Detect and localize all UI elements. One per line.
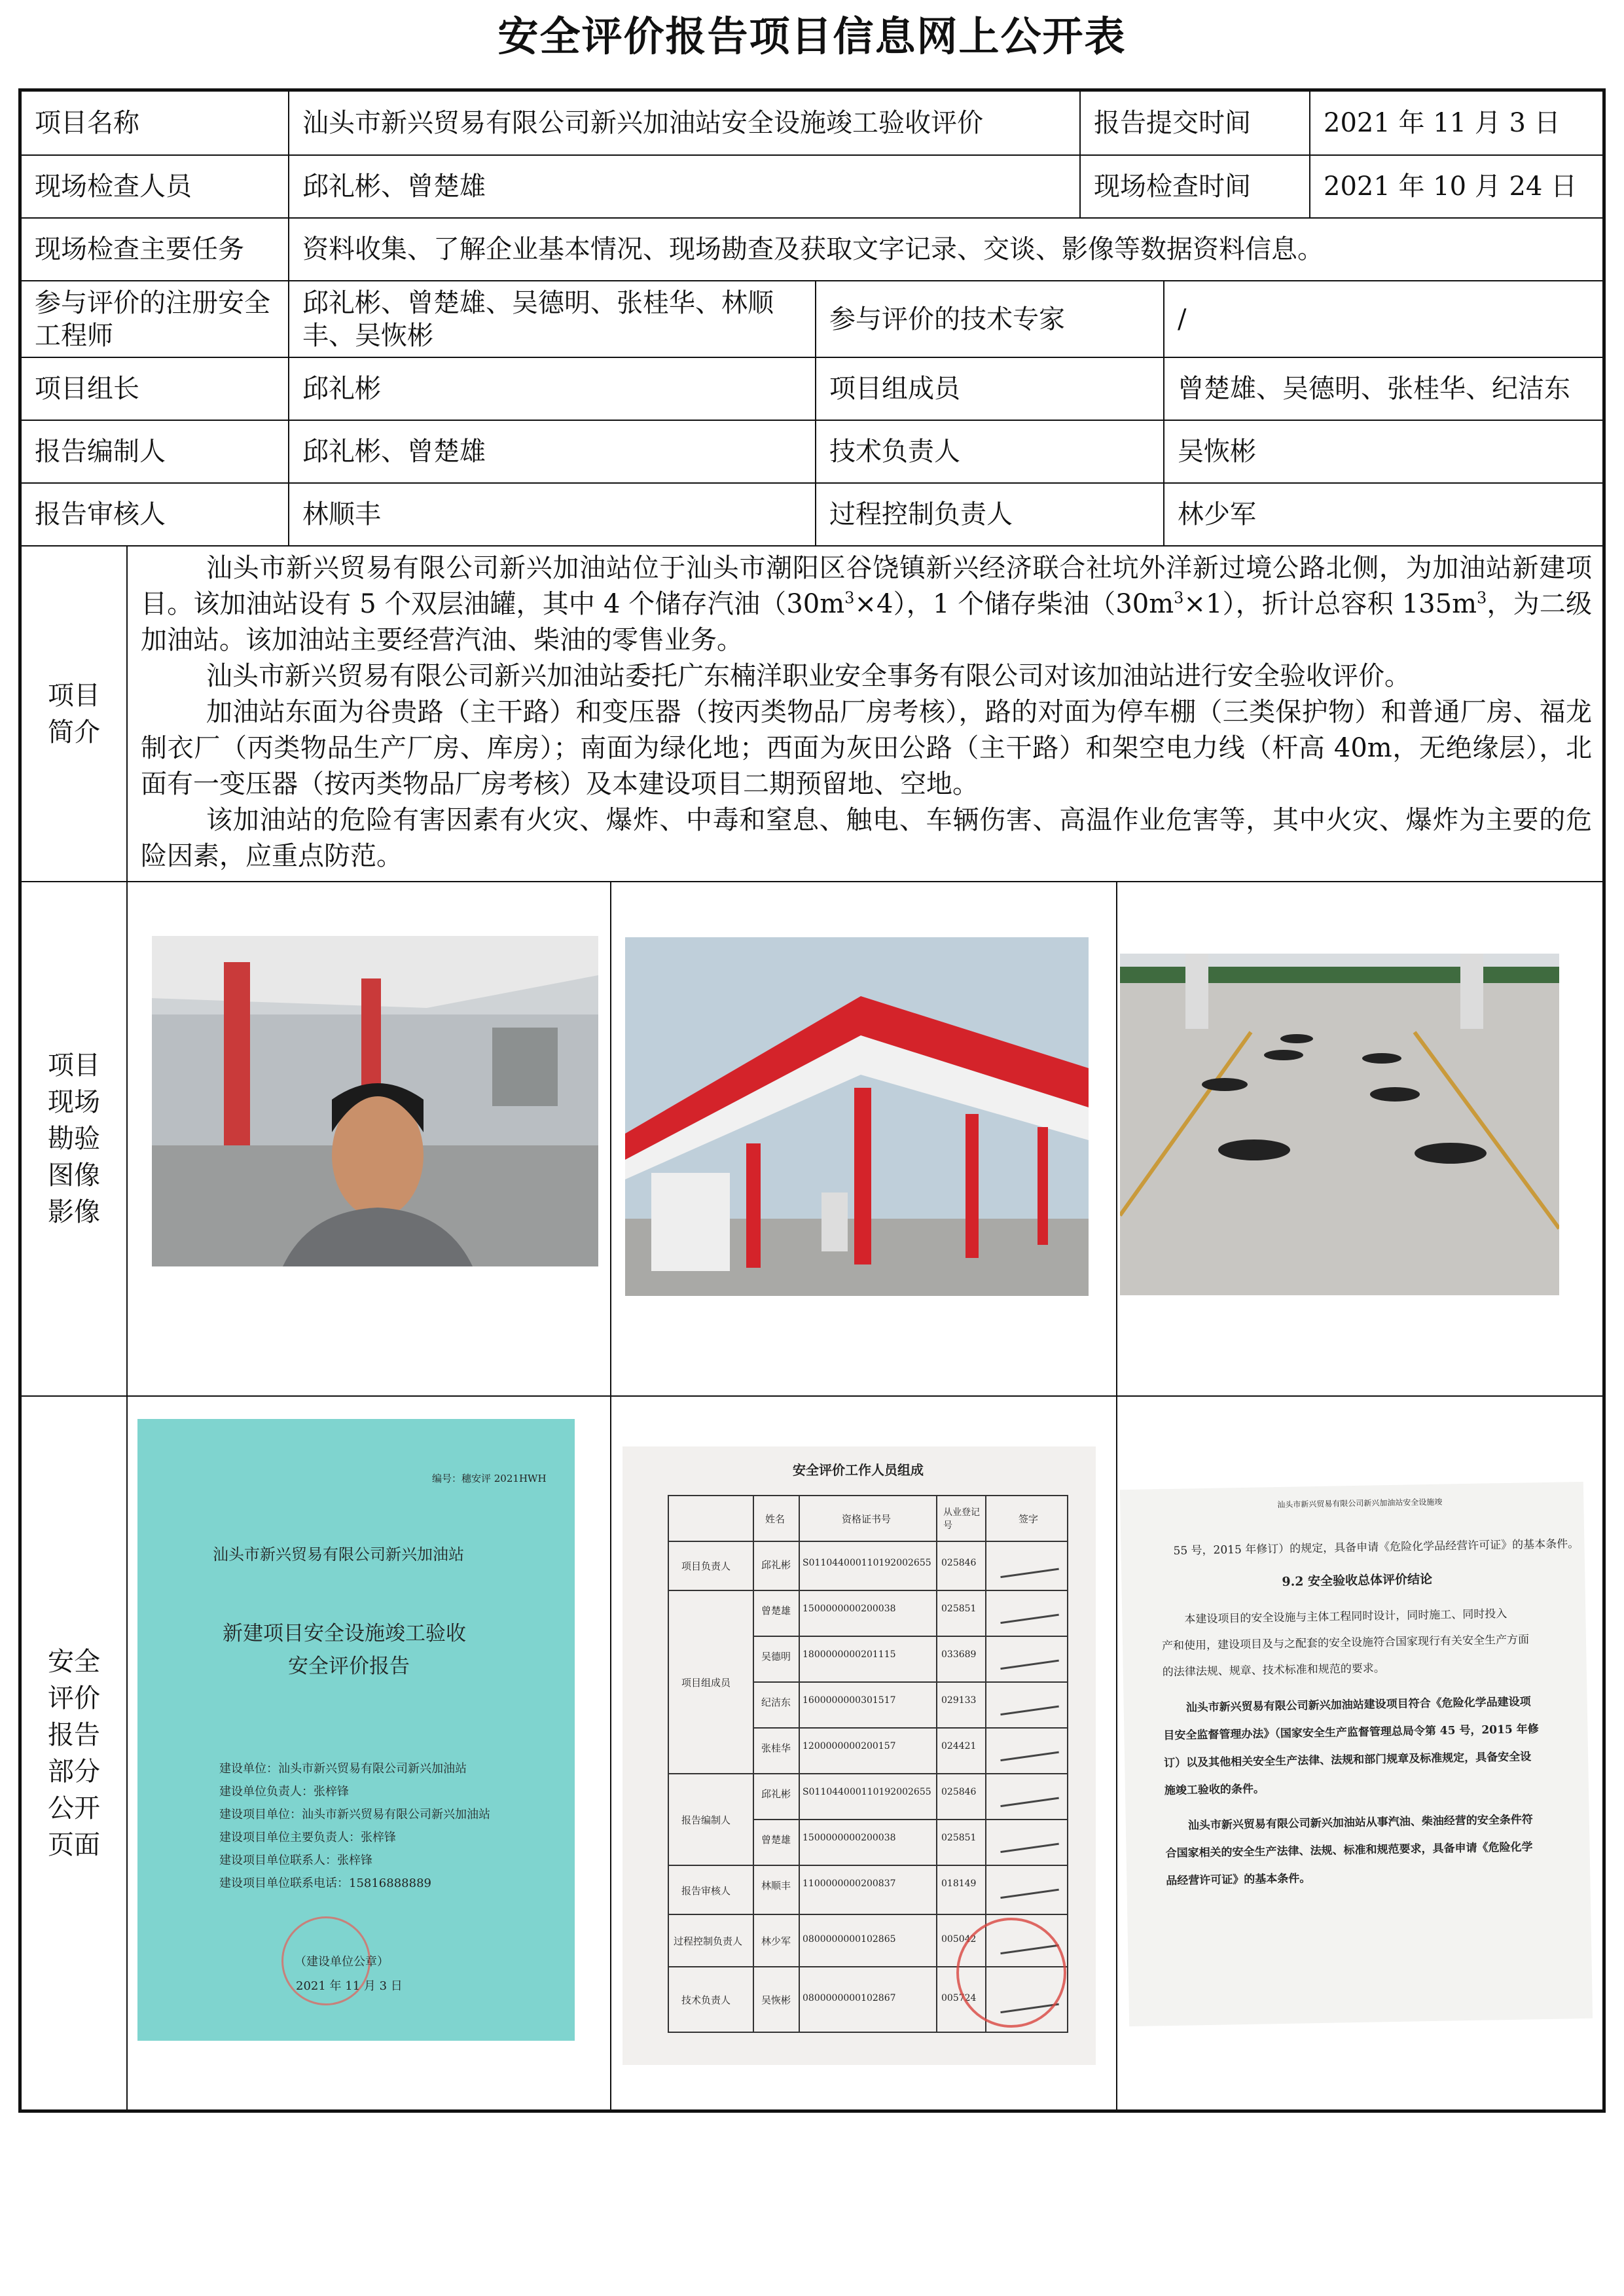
cover-company: 汕头市新兴贸易有限公司新兴加油站 <box>213 1545 464 1564</box>
cover-line-3: 建设项目单位：汕头市新兴贸易有限公司新兴加油站 <box>219 1808 490 1821</box>
cover-line-1: 建设单位：汕头市新兴贸易有限公司新兴加油站 <box>219 1762 467 1776</box>
cover-seal-text: （建设单位公章） <box>295 1955 389 1969</box>
cover-title-1: 新建项目安全设施竣工验收 <box>223 1622 466 1645</box>
task-label: 现场检查主要任务 <box>22 219 289 281</box>
cover-title-2: 安全评价报告 <box>288 1655 410 1678</box>
conclusion-line-4: 的法律法规、规章、技术标准和规范的要求。 <box>1162 1662 1385 1679</box>
staff-seal-icon <box>956 1918 1066 2028</box>
inspect-time-label: 现场检查时间 <box>1081 156 1310 219</box>
tech-label: 技术负责人 <box>816 421 1164 484</box>
staff-row-reg: 025851 <box>941 1604 977 1614</box>
site-photo-tanks <box>1120 954 1559 1295</box>
staff-header-reg: 从业登记号 <box>943 1507 980 1531</box>
intro-paragraph-3: 加油站东面为谷贵路（主干路）和变压器（按丙类物品厂房考核），路的对面为停车棚（三类保护物）和普通厂房、福龙制衣厂（丙类物品生产厂房、库房）；南面为绿化地；西面为灰田公路（主干路）和架空电力线（杆高 40m，无绝缘层），北面有一变压器（按丙类物品厂房考核）及本建设项目二期预留地、空地。 <box>141 697 1592 799</box>
staff-header-cert: 资格证书号 <box>842 1513 892 1525</box>
cover-line-2: 建设单位负责人：张梓锋 <box>219 1785 349 1799</box>
staff-group-process: 过程控制负责人 <box>674 1935 743 1947</box>
editor-value: 邱礼彬、曾楚雄 <box>289 421 816 484</box>
staff-row-reg: 005724 <box>941 1993 977 2003</box>
submit-time-label: 报告提交时间 <box>1081 92 1310 156</box>
staff-group-editors: 报告编制人 <box>681 1814 731 1826</box>
cover-line-5: 建设项目单位联系人：张梓锋 <box>219 1854 372 1867</box>
photos-label: 项目现场勘验图像影像 <box>22 882 128 1397</box>
staff-header-name: 姓名 <box>765 1513 785 1525</box>
experts-value: / <box>1164 281 1602 358</box>
engineers-label: 参与评价的注册安全工程师 <box>22 281 289 358</box>
conclusion-header: 汕头市新兴贸易有限公司新兴加油站安全设施竣 <box>1277 1497 1443 1510</box>
staff-row-name: 纪洁东 <box>761 1696 791 1708</box>
site-photo-canopy <box>625 937 1089 1296</box>
intro-paragraph-2: 汕头市新兴贸易有限公司新兴加油站委托广东楠洋职业安全事务有限公司对该加油站进行安全验收评价。 <box>206 661 1411 691</box>
conclusion-line-1: 55 号，2015 年修订）的规定，具备申请《危险化学品经营许可证》的基本条件。 <box>1173 1537 1579 1558</box>
staff-row-name: 邱礼彬 <box>761 1559 791 1571</box>
process-value: 林少军 <box>1164 484 1602 547</box>
intro-paragraph-1: 汕头市新兴贸易有限公司新兴加油站位于汕头市潮阳区谷饶镇新兴经济联合社坑外洋新过境公路北侧，为加油站新建项目。该加油站设有 5 个双层油罐，其中 4 个储存汽油$(30m^3\times 4)$，1 个储存柴油$(30m^3\times 1)$，折计总容积 $135m^3$，为二级加油站。该加油站主要经营汽油、柴油的零售业务。 <box>141 553 1592 655</box>
inspectors-value: 邱礼彬、曾楚雄 <box>289 156 1081 219</box>
staff-row-reg: 033689 <box>941 1649 977 1660</box>
cover-line-6: 建设项目单位联系电话：15816888889 <box>219 1876 431 1890</box>
report-conclusion-page <box>1120 1482 1593 2026</box>
staff-row-name: 曾楚雄 <box>761 1605 791 1617</box>
process-label: 过程控制负责人 <box>816 484 1164 547</box>
leader-value: 邱礼彬 <box>289 358 816 421</box>
staff-row-cert: 1600000000301517 <box>803 1695 896 1706</box>
intro-text <box>128 547 1602 882</box>
reviewer-label: 报告审核人 <box>22 484 289 547</box>
conclusion-line-10: 合国家相关的安全生产法律、法规、标准和规范要求，具备申请《危险化学 <box>1165 1840 1533 1861</box>
staff-row-reg: 018149 <box>941 1878 977 1889</box>
editor-label: 报告编制人 <box>22 421 289 484</box>
staff-row-name: 邱礼彬 <box>761 1788 791 1800</box>
staff-row-cert: 0800000000102865 <box>803 1934 896 1945</box>
staff-row-reg: 025851 <box>941 1833 977 1843</box>
inspectors-label: 现场检查人员 <box>22 156 289 219</box>
conclusion-line-6: 目安全监督管理办法》（国家安全生产监督管理总局令第 45 号，2015 年修 <box>1163 1723 1539 1743</box>
experts-label: 参与评价的技术专家 <box>816 281 1164 358</box>
intro-paragraph-4: 该加油站的危险有害因素有火灾、爆炸、中毒和窒息、触电、车辆伤害、高温作业危害等，其中火灾、爆炸为主要的危险因素，应重点防范。 <box>141 805 1592 871</box>
intro-label: 项目简介 <box>22 547 128 882</box>
tech-value: 吴恢彬 <box>1164 421 1602 484</box>
staff-row-reg: 005042 <box>941 1934 977 1945</box>
staff-row-cert: 1800000000201115 <box>803 1649 896 1660</box>
staff-row-cert: 1500000000200038 <box>803 1604 896 1614</box>
conclusion-line-7: 订）以及其他相关安全生产法律、法规和部门规章及标准规定，具备安全设 <box>1164 1750 1532 1770</box>
staff-title: 安全评价工作人员组成 <box>793 1462 924 1478</box>
staff-row-name: 张桂华 <box>761 1742 791 1754</box>
page-title: 安全评价报告项目信息网上公开表 <box>497 12 1127 60</box>
site-photo-selfie <box>152 936 598 1266</box>
staff-row-name: 曾楚雄 <box>761 1834 791 1846</box>
engineers-value: 邱礼彬、曾楚雄、吴德明、张桂华、林顺丰、吴恢彬 <box>289 281 816 358</box>
report-label: 安全评价报告部分公开页面 <box>22 1397 128 2109</box>
staff-group-leader: 项目负责人 <box>681 1560 731 1572</box>
staff-row-name: 林顺丰 <box>761 1880 791 1892</box>
cover-date: 2021 年 11 月 3 日 <box>296 1979 403 1993</box>
task-value: 资料收集、了解企业基本情况、现场勘查及获取文字记录、交谈、影像等数据资料信息。 <box>289 219 1602 281</box>
staff-row-cert: S011044000110192002655 <box>803 1558 931 1568</box>
inspect-time-value: 2021 年 10 月 24 日 <box>1310 156 1602 219</box>
report-cover-page <box>137 1419 575 2041</box>
conclusion-line-5: 汕头市新兴贸易有限公司新兴加油站建设项目符合《危险化学品建设项 <box>1185 1695 1531 1715</box>
conclusion-heading: 9.2 安全验收总体评价结论 <box>1282 1571 1433 1589</box>
staff-row-reg: 025846 <box>941 1787 977 1797</box>
project-name-value: 汕头市新兴贸易有限公司新兴加油站安全设施竣工验收评价 <box>289 92 1081 156</box>
staff-row-name: 吴恢彬 <box>761 1994 791 2006</box>
reviewer-value: 林顺丰 <box>289 484 816 547</box>
cover-code: 编号：穗安评 2021HWH <box>432 1473 547 1484</box>
submit-time-value: 2021 年 11 月 3 日 <box>1310 92 1602 156</box>
staff-group-reviewer: 报告审核人 <box>681 1885 731 1897</box>
conclusion-line-2: 本建设项目的安全设施与主体工程同时设计，同时施工、同时投入 <box>1184 1607 1507 1626</box>
staff-row-reg: 024421 <box>941 1741 977 1751</box>
cover-line-4: 建设项目单位主要负责人：张梓锋 <box>219 1831 396 1844</box>
staff-group-tech: 技术负责人 <box>681 1994 731 2006</box>
staff-row-reg: 025846 <box>941 1558 977 1568</box>
report-staff-page <box>623 1446 1096 2065</box>
staff-header-sign: 签字 <box>1019 1513 1039 1525</box>
conclusion-line-8: 施竣工验收的条件。 <box>1164 1782 1265 1798</box>
staff-row-cert: 0800000000102867 <box>803 1993 896 2003</box>
staff-group-members: 项目组成员 <box>681 1677 731 1689</box>
members-label: 项目组成员 <box>816 358 1164 421</box>
staff-row-cert: S011044000110192002655 <box>803 1787 931 1797</box>
staff-row-name: 吴德明 <box>761 1651 791 1662</box>
members-value: 曾楚雄、吴德明、张桂华、纪洁东 <box>1164 358 1602 421</box>
conclusion-line-3: 产和使用，建设项目及与之配套的安全设施符合国家现行有关安全生产方面 <box>1161 1633 1530 1653</box>
staff-row-name: 林少军 <box>761 1935 791 1947</box>
staff-row-cert: 1500000000200038 <box>803 1833 896 1843</box>
staff-row-reg: 029133 <box>941 1695 977 1706</box>
project-name-label: 项目名称 <box>22 92 289 156</box>
conclusion-line-9: 汕头市新兴贸易有限公司新兴加油站从事汽油、柴油经营的安全条件符 <box>1187 1813 1533 1833</box>
staff-row-cert: 1200000000200157 <box>803 1741 896 1751</box>
conclusion-line-11: 品经营许可证》的基本条件。 <box>1166 1872 1311 1888</box>
staff-row-cert: 1100000000200837 <box>803 1878 896 1889</box>
leader-label: 项目组长 <box>22 358 289 421</box>
